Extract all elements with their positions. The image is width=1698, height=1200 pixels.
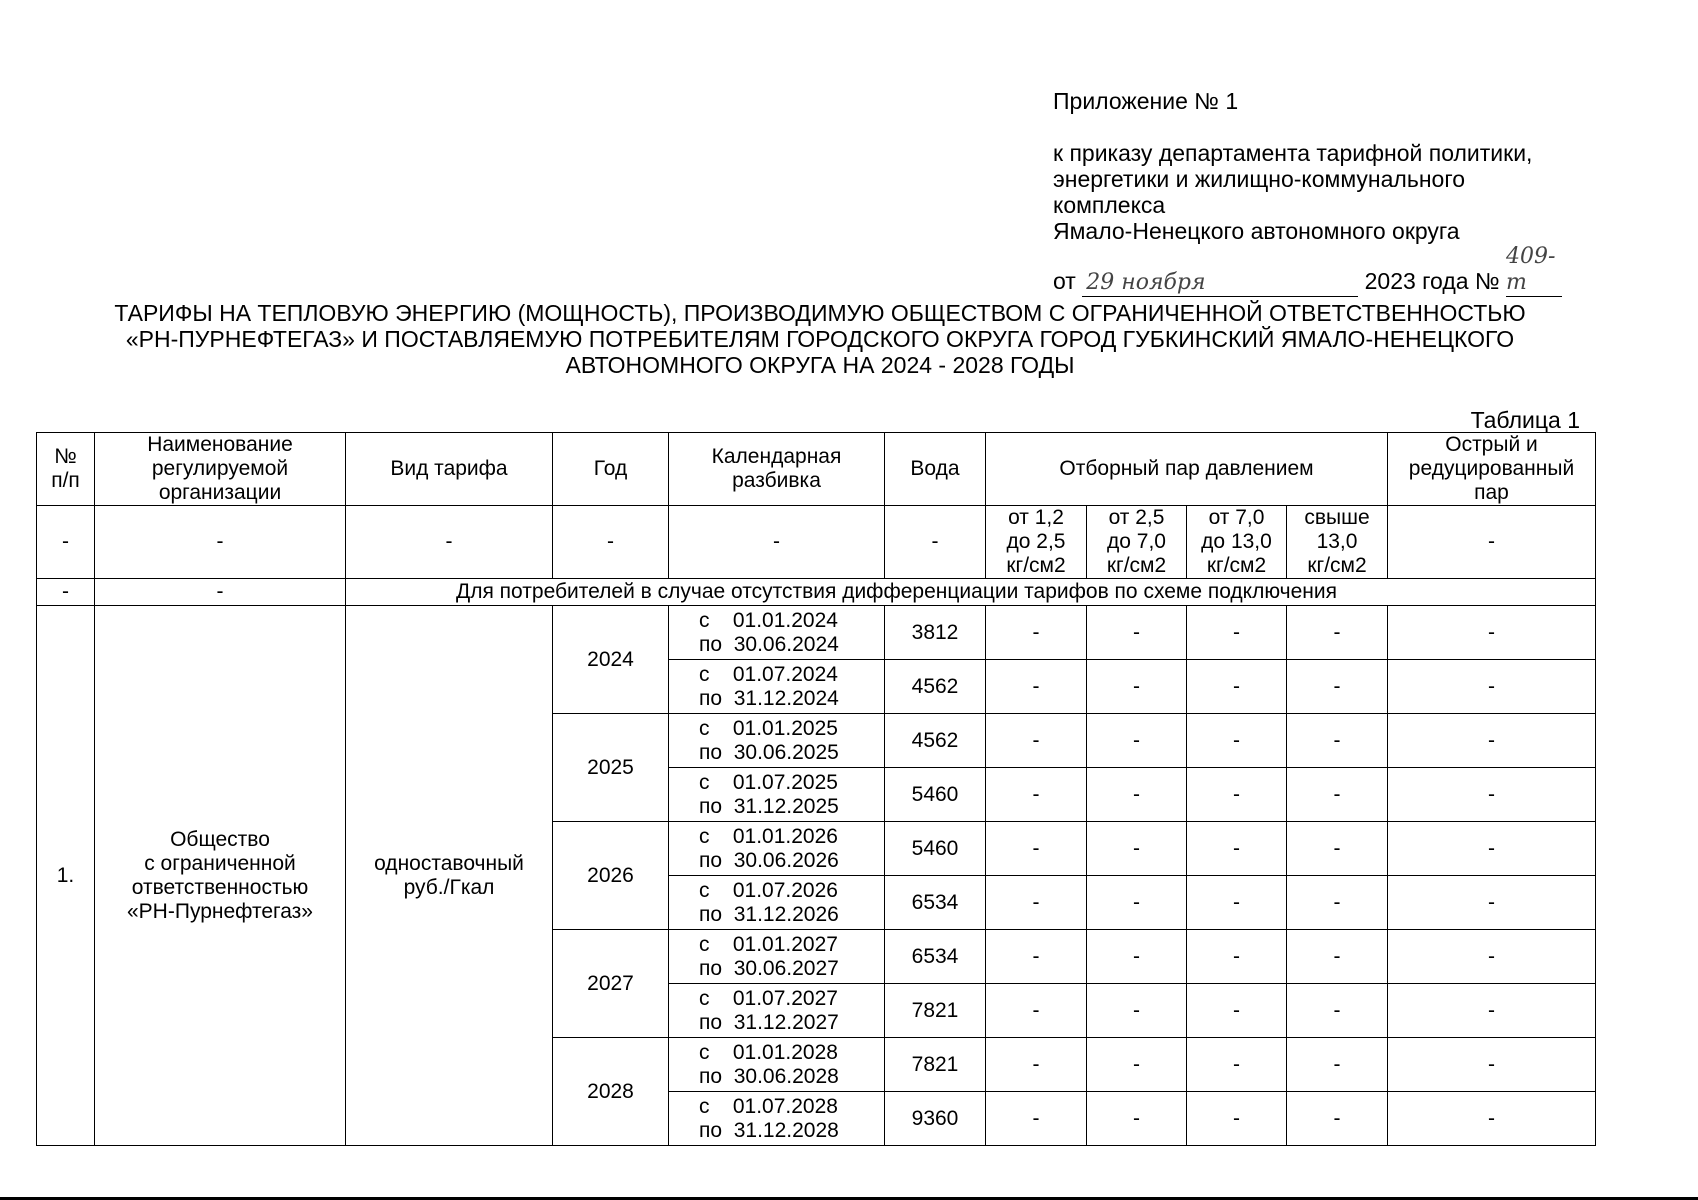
water-tariff-cell: 6534 — [885, 930, 986, 984]
dash-cell: - — [1287, 714, 1388, 768]
consumer-note: Для потребителей в случае отсутствия дифференциации тарифов по схеме подключения — [346, 579, 1596, 606]
appendix-ref-line: к приказу департамента тарифной политики, — [1053, 140, 1533, 166]
dash-cell: - — [37, 579, 95, 606]
dash-cell: - — [346, 506, 553, 579]
dash-cell: - — [1087, 660, 1187, 714]
dash-cell: - — [1388, 1038, 1596, 1092]
dash-cell: - — [1187, 822, 1287, 876]
note-row — [37, 579, 1596, 606]
year-cell: 2026 — [553, 822, 669, 930]
period-cell: с 01.01.2025 по 30.06.2025 — [669, 714, 885, 768]
dash-cell: - — [1388, 714, 1596, 768]
appendix-block — [1053, 88, 1613, 297]
dash-cell: - — [553, 506, 669, 579]
dash-cell: - — [1287, 1038, 1388, 1092]
title-line: «РН-ПУРНЕФТЕГАЗ» И ПОСТАВЛЯЕМУЮ ПОТРЕБИТЕЛЯМ ГОРОДСКОГО ОКРУГА ГОРОД ГУБКИНСКИЙ ЯМАЛО-НЕНЕЦКОГО — [125, 326, 1515, 352]
dash-cell: - — [1187, 660, 1287, 714]
dash-cell: - — [1287, 984, 1388, 1038]
pressure-header: от 7,0 до 13,0 кг/см2 — [1187, 506, 1287, 579]
dash-cell: - — [1287, 606, 1388, 660]
year-cell: 2025 — [553, 714, 669, 822]
dash-cell: - — [1187, 606, 1287, 660]
tariff-table — [36, 432, 1596, 1146]
dash-cell: - — [1187, 876, 1287, 930]
dash-cell: - — [1388, 984, 1596, 1038]
water-tariff-cell: 4562 — [885, 714, 986, 768]
dash-cell: - — [1187, 1038, 1287, 1092]
period-cell: с 01.07.2027 по 31.12.2027 — [669, 984, 885, 1038]
pressure-header: от 1,2 до 2,5 кг/см2 — [986, 506, 1087, 579]
year-cell: 2024 — [553, 606, 669, 714]
dash-cell: - — [1087, 714, 1187, 768]
dash-cell: - — [1187, 768, 1287, 822]
dash-cell: - — [986, 984, 1087, 1038]
dash-cell: - — [1388, 822, 1596, 876]
dash-cell: - — [1287, 768, 1388, 822]
dash-cell: - — [986, 1092, 1087, 1146]
appendix-ref-line: Ямало-Ненецкого автономного округа — [1053, 218, 1460, 244]
col-header-period: Календарная разбивка — [669, 433, 885, 506]
dash-cell: - — [1187, 984, 1287, 1038]
pressure-header: от 2,5 до 7,0 кг/см2 — [1087, 506, 1187, 579]
water-tariff-cell: 4562 — [885, 660, 986, 714]
dash-cell: - — [1388, 1092, 1596, 1146]
dash-cell: - — [1187, 714, 1287, 768]
row-number: 1. — [37, 606, 95, 1146]
col-header-number: № п/п — [37, 433, 95, 506]
col-header-year: Год — [553, 433, 669, 506]
dash-cell: - — [1287, 876, 1388, 930]
appendix-ref-line: энергетики и жилищно-коммунального — [1053, 166, 1465, 192]
period-cell: с 01.01.2024 по 30.06.2024 — [669, 606, 885, 660]
water-tariff-cell: 7821 — [885, 1038, 986, 1092]
appendix-title: Приложение № 1 — [1053, 88, 1239, 114]
dash-cell: - — [1187, 1092, 1287, 1146]
dash-cell: - — [1087, 768, 1187, 822]
title-line: ТАРИФЫ НА ТЕПЛОВУЮ ЭНЕРГИЮ (МОЩНОСТЬ), ПРОИЗВОДИМУЮ ОБЩЕСТВОМ С ОГРАНИЧЕННОЙ ОТВЕТСТВЕННОСТЬЮ — [114, 300, 1526, 326]
dash-cell: - — [1287, 1092, 1388, 1146]
dash-cell: - — [986, 822, 1087, 876]
dash-cell: - — [95, 506, 346, 579]
dash-cell: - — [1087, 1092, 1187, 1146]
table-label: Таблица 1 — [1470, 407, 1580, 433]
water-tariff-cell: 5460 — [885, 822, 986, 876]
col-header-water: Вода — [885, 433, 986, 506]
period-cell: с 01.07.2026 по 31.12.2026 — [669, 876, 885, 930]
dash-cell: - — [986, 930, 1087, 984]
dash-cell: - — [1087, 984, 1187, 1038]
col-header-tariff-type: Вид тарифа — [346, 433, 553, 506]
dash-cell: - — [1187, 930, 1287, 984]
year-cell: 2028 — [553, 1038, 669, 1146]
date-prefix: от — [1053, 268, 1076, 294]
dash-cell: - — [1388, 876, 1596, 930]
dash-cell: - — [986, 660, 1087, 714]
dash-cell: - — [95, 579, 346, 606]
handwritten-order-number: 409-т — [1506, 244, 1562, 297]
dash-cell: - — [1388, 606, 1596, 660]
dash-cell: - — [986, 768, 1087, 822]
handwritten-date: 29 ноября — [1082, 270, 1358, 297]
water-tariff-cell: 9360 — [885, 1092, 986, 1146]
period-cell: с 01.07.2028 по 31.12.2028 — [669, 1092, 885, 1146]
water-tariff-cell: 7821 — [885, 984, 986, 1038]
dash-cell: - — [986, 1038, 1087, 1092]
dash-cell: - — [669, 506, 885, 579]
col-header-organization: Наименование регулируемой организации — [95, 433, 346, 506]
date-suffix: 2023 года № — [1364, 268, 1500, 294]
water-tariff-cell: 5460 — [885, 768, 986, 822]
water-tariff-cell: 3812 — [885, 606, 986, 660]
period-cell: с 01.07.2025 по 31.12.2025 — [669, 768, 885, 822]
dash-cell: - — [1388, 768, 1596, 822]
tariff-type: одноставочный руб./Гкал — [346, 606, 553, 1146]
col-header-extraction-steam: Отборный пар давлением — [986, 433, 1388, 506]
col-header-sharp-steam: Острый и редуцированный пар — [1388, 433, 1596, 506]
subheader-row — [37, 506, 1596, 579]
period-cell: с 01.01.2028 по 30.06.2028 — [669, 1038, 885, 1092]
organization-name: Общество с ограниченной ответственностью «РН-Пурнефтегаз» — [95, 606, 346, 1146]
order-date-line — [1053, 244, 1613, 297]
dash-cell: - — [1388, 660, 1596, 714]
title-line: АВТОНОМНОГО ОКРУГА НА 2024 - 2028 ГОДЫ — [565, 352, 1075, 378]
appendix-ref-line: комплекса — [1053, 192, 1166, 218]
pressure-header: свыше 13,0 кг/см2 — [1287, 506, 1388, 579]
dash-cell: - — [1087, 930, 1187, 984]
dash-cell: - — [1388, 930, 1596, 984]
dash-cell: - — [1287, 822, 1388, 876]
document-title — [30, 300, 1610, 378]
water-tariff-cell: 6534 — [885, 876, 986, 930]
period-cell: с 01.01.2026 по 30.06.2026 — [669, 822, 885, 876]
tariff-row — [37, 606, 1596, 660]
year-cell: 2027 — [553, 930, 669, 1038]
dash-cell: - — [1287, 930, 1388, 984]
period-cell: с 01.01.2027 по 30.06.2027 — [669, 930, 885, 984]
dash-cell: - — [1388, 506, 1596, 579]
dash-cell: - — [986, 876, 1087, 930]
period-cell: с 01.07.2024 по 31.12.2024 — [669, 660, 885, 714]
header-row — [37, 433, 1596, 506]
dash-cell: - — [1287, 660, 1388, 714]
dash-cell: - — [986, 714, 1087, 768]
dash-cell: - — [37, 506, 95, 579]
dash-cell: - — [885, 506, 986, 579]
appendix-reference — [1053, 140, 1613, 297]
dash-cell: - — [1087, 606, 1187, 660]
dash-cell: - — [1087, 1038, 1187, 1092]
dash-cell: - — [1087, 822, 1187, 876]
dash-cell: - — [986, 606, 1087, 660]
dash-cell: - — [1087, 876, 1187, 930]
